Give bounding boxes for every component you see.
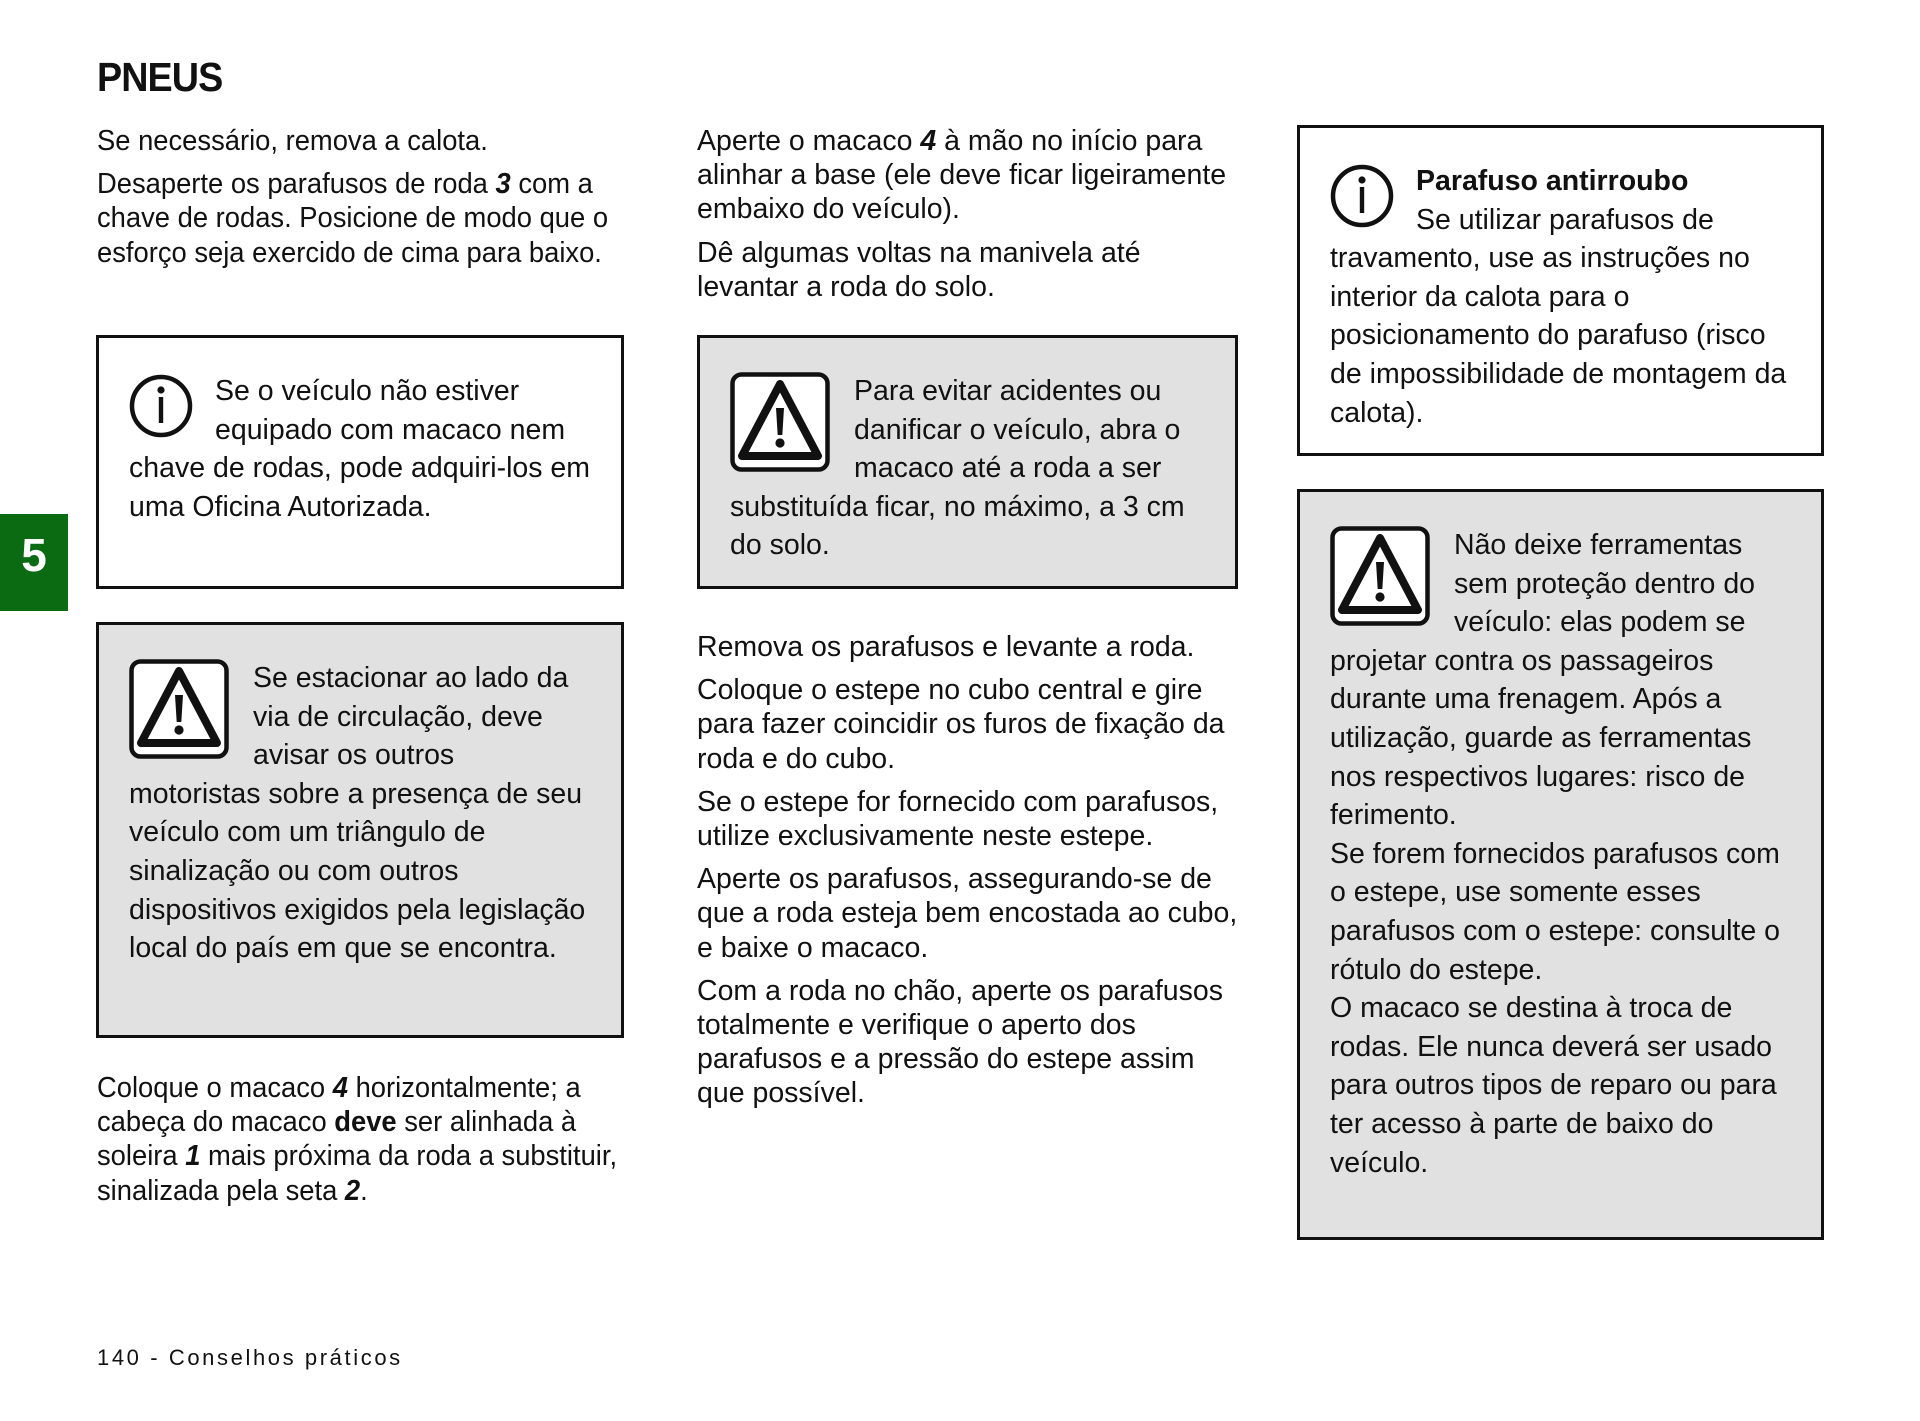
paragraph-remove-bolts: Remova os parafusos e levante a roda. [697,631,1195,663]
text: horizontalmente; a cabeça do macaco [97,1072,581,1139]
warning-triangle-icon [129,659,229,759]
chapter-number: 5 [21,529,47,581]
page-footer: 140 - Conselhos práticos [97,1345,403,1370]
info-text: Se o veículo não estiver equipado com macaco nem chave de rodas, pode adquiri-los em uma Oficina Autorizada. [129,375,591,523]
chapter-tab [0,514,68,611]
paragraph-tighten-bolts: Aperte os parafusos, assegurando-se de que a roda esteja bem encostada ao cubo, e baixe o macaco. [697,863,1238,964]
text: à mão no início para alinhar a base (ele deve ficar ligeiramente embaixo do veículo). [697,125,1227,226]
warning-triangle-icon [1330,526,1430,626]
text: com a chave de rodas. Posicione de modo que o esforço seja exercido de cima para baixo. [97,168,609,269]
reference-number: 3 [495,168,511,201]
info-text: Se utilizar parafusos de travamento, use as instruções no interior da calota para o posicionamento do parafuso (risco de impossibilidade de montagem da calota). [1330,203,1787,429]
left-column-jack [97,1071,627,1217]
text: Aperte o macaco [697,125,921,157]
paragraph-remove-hubcap: Se necessário, remova a calota. [97,125,488,157]
reference-number: 2 [344,1174,361,1207]
warning-box-jack-height [697,335,1238,589]
paragraph-crank: Dê algumas voltas na manivela até levantar a roda do solo. [697,236,1141,303]
text: Coloque o macaco [97,1072,333,1104]
info-box-no-jack [96,335,624,589]
warning-text-tools: Não deixe ferramentas sem proteção dentro do veículo: elas podem se projetar contra os passageiros durante uma frenagem. Após a utilização, guarde as ferramentas nos respectivos lugares: risco de ferimento. [1330,529,1756,832]
text: Desaperte os parafusos de roda [97,168,496,201]
warning-text: Se estacionar ao lado da via de circulação, deve avisar os outros motoristas sobre a presença de seu veículo com um triângulo de sinalização ou com outros dispositivos exigidos pela legislação local do país em que se encontra. [129,662,586,965]
warning-text: Para evitar acidentes ou danificar o veículo, abra o macaco até a roda a ser substituída ficar, no máximo, a 3 cm do solo. [730,375,1185,562]
warning-triangle-icon [730,372,830,472]
paragraph-spare-bolts: Se o estepe for fornecido com parafusos, utilize exclusivamente neste estepe. [697,785,1219,853]
emphasis: deve [334,1106,397,1139]
warning-box-tools [1297,489,1824,1240]
warning-text-spare-bolts: Se forem fornecidos parafusos com o estepe, use somente esses parafusos com o estepe: consulte o rótulo do estepe. [1330,837,1780,986]
paragraph-place-spare: Coloque o estepe no cubo central e gire para fazer coincidir os furos de fixação da roda e do cubo. [697,674,1225,775]
info-box-antitheft-bolt [1297,125,1824,456]
reference-number: 4 [920,125,937,157]
text: . [360,1174,368,1207]
middle-column-intro [697,124,1242,313]
text: mais próxima da roda a substituir, sinalizada pela seta [97,1140,618,1207]
left-column-intro [97,124,627,279]
reference-number: 4 [332,1072,348,1104]
paragraph-loosen-bolts [97,167,626,270]
reference-number: 1 [185,1140,201,1173]
paragraph-position-jack [97,1071,626,1208]
info-icon [129,374,193,438]
page-title: PNEUS [97,54,223,100]
info-heading: Parafuso antirroubo [1416,165,1689,197]
paragraph-tighten-jack [697,124,1242,227]
middle-column-steps [697,630,1242,1120]
info-icon [1330,164,1394,228]
text: ser alinhada à soleira [97,1106,577,1173]
warning-box-parking [96,622,624,1038]
warning-text-jack-usage: O macaco se destina à troca de rodas. Ele nunca deverá ser usado para outros tipos de reparo ou para ter acesso à parte de baixo do veículo. [1330,992,1777,1179]
paragraph-final-check: Com a roda no chão, aperte os parafusos totalmente e verifique o aperto dos parafusos e a pressão do estepe assim que possível. [697,974,1223,1110]
